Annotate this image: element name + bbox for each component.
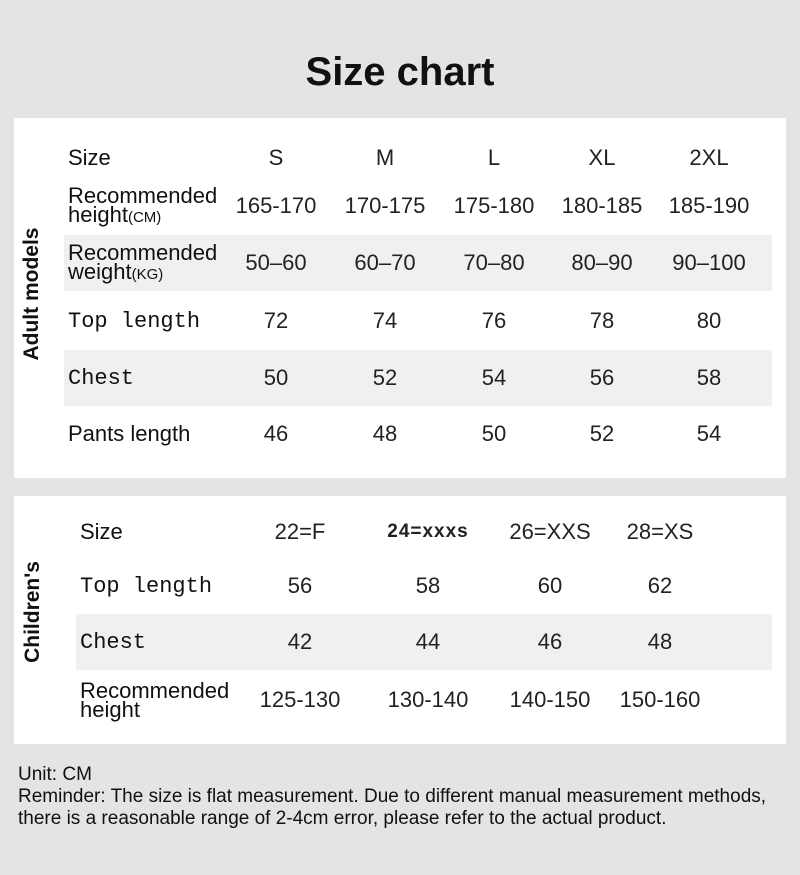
row-label-size: Size: [80, 519, 123, 544]
value-cell: 48: [647, 629, 673, 654]
size-cell: 28=XS: [626, 519, 694, 544]
value-cell: 185-190: [668, 193, 750, 218]
size-cell: 2XL: [689, 145, 729, 170]
value-cell: 140-150: [509, 687, 591, 712]
unit-label: (CM): [127, 208, 162, 226]
value-cell: 62: [647, 573, 673, 598]
label-line: height: [80, 697, 140, 722]
row-label-recommended-height: [68, 178, 217, 234]
value-cell: 170-175: [344, 193, 426, 218]
value-cell: 72: [263, 308, 289, 333]
value-cell: 60–70: [354, 250, 416, 275]
unit-label: (KG): [131, 265, 164, 283]
value-cell: 50: [263, 365, 289, 390]
value-cell: 180-185: [561, 193, 643, 218]
value-cell: 46: [537, 629, 563, 654]
label-line: Recommended: [68, 182, 218, 208]
size-cell: XL: [588, 145, 616, 170]
row-label-chest: Chest: [80, 629, 147, 655]
value-cell: 78: [589, 308, 615, 333]
table-row: [76, 558, 772, 614]
label-line-with-unit: [68, 258, 217, 284]
row-label-pants-length: Pants length: [68, 421, 191, 446]
size-cell: M: [375, 145, 395, 170]
value-cell: 56: [287, 573, 313, 598]
value-cell: 58: [415, 573, 441, 598]
value-cell: 44: [415, 629, 441, 654]
table-row: [64, 235, 772, 291]
size-cell: 26=XXS: [509, 519, 591, 544]
label-line: Recommended: [68, 239, 218, 265]
label-line: weight: [68, 258, 132, 284]
table-row: [64, 293, 772, 349]
size-cell: L: [487, 145, 501, 170]
page-title: Size chart: [305, 50, 495, 94]
label-line: Recommended: [80, 678, 230, 703]
table-row: [64, 178, 772, 234]
value-cell: 46: [263, 421, 289, 446]
value-cell: 58: [696, 365, 722, 390]
table-row: [64, 406, 772, 462]
row-label-chest: Chest: [68, 365, 135, 391]
children-side-label: Children's: [21, 561, 44, 663]
value-cell: 54: [481, 365, 507, 390]
size-cell: 22=F: [274, 519, 326, 544]
value-cell: 150-160: [619, 687, 701, 712]
table-row: [76, 614, 772, 670]
row-label-recommended-height: [80, 672, 229, 728]
table-row: [76, 672, 772, 728]
value-cell: 70–80: [463, 250, 525, 275]
reminder-note: Reminder: The size is flat measurement. Due to different manual measurement methods, there is a reasonable range of 2-4cm error, please refer to the actual product.: [18, 786, 767, 829]
label-line: height: [68, 201, 128, 227]
adult-size-table: [14, 118, 786, 478]
value-cell: 165-170: [235, 193, 317, 218]
value-cell: 175-180: [453, 193, 535, 218]
value-cell: 50–60: [245, 250, 307, 275]
row-label-top-length: Top length: [80, 573, 213, 599]
value-cell: 52: [589, 421, 615, 446]
unit-note: Unit: CM: [18, 764, 92, 785]
value-cell: 48: [372, 421, 398, 446]
value-cell: 54: [696, 421, 722, 446]
size-cell: S: [268, 145, 284, 170]
value-cell: 90–100: [672, 250, 746, 275]
row-label-recommended-weight: [68, 235, 217, 291]
value-cell: 80: [696, 308, 722, 333]
value-cell: 130-140: [387, 687, 469, 712]
value-cell: 80–90: [571, 250, 633, 275]
table-row: [76, 504, 772, 560]
footer-notes: [18, 764, 788, 830]
size-cell: 24=xxxs: [387, 521, 469, 542]
value-cell: 76: [481, 308, 507, 333]
value-cell: 74: [372, 308, 398, 333]
adult-side-label: Adult models: [20, 227, 43, 361]
value-cell: 52: [372, 365, 398, 390]
label-line-with-unit: [68, 201, 217, 227]
row-label-size: Size: [68, 145, 111, 170]
value-cell: 56: [589, 365, 615, 390]
value-cell: 125-130: [259, 687, 341, 712]
children-size-table: [14, 496, 786, 744]
value-cell: 50: [481, 421, 507, 446]
row-label-top-length: Top length: [68, 308, 201, 334]
value-cell: 60: [537, 573, 563, 598]
value-cell: 42: [287, 629, 313, 654]
table-row: [64, 350, 772, 406]
